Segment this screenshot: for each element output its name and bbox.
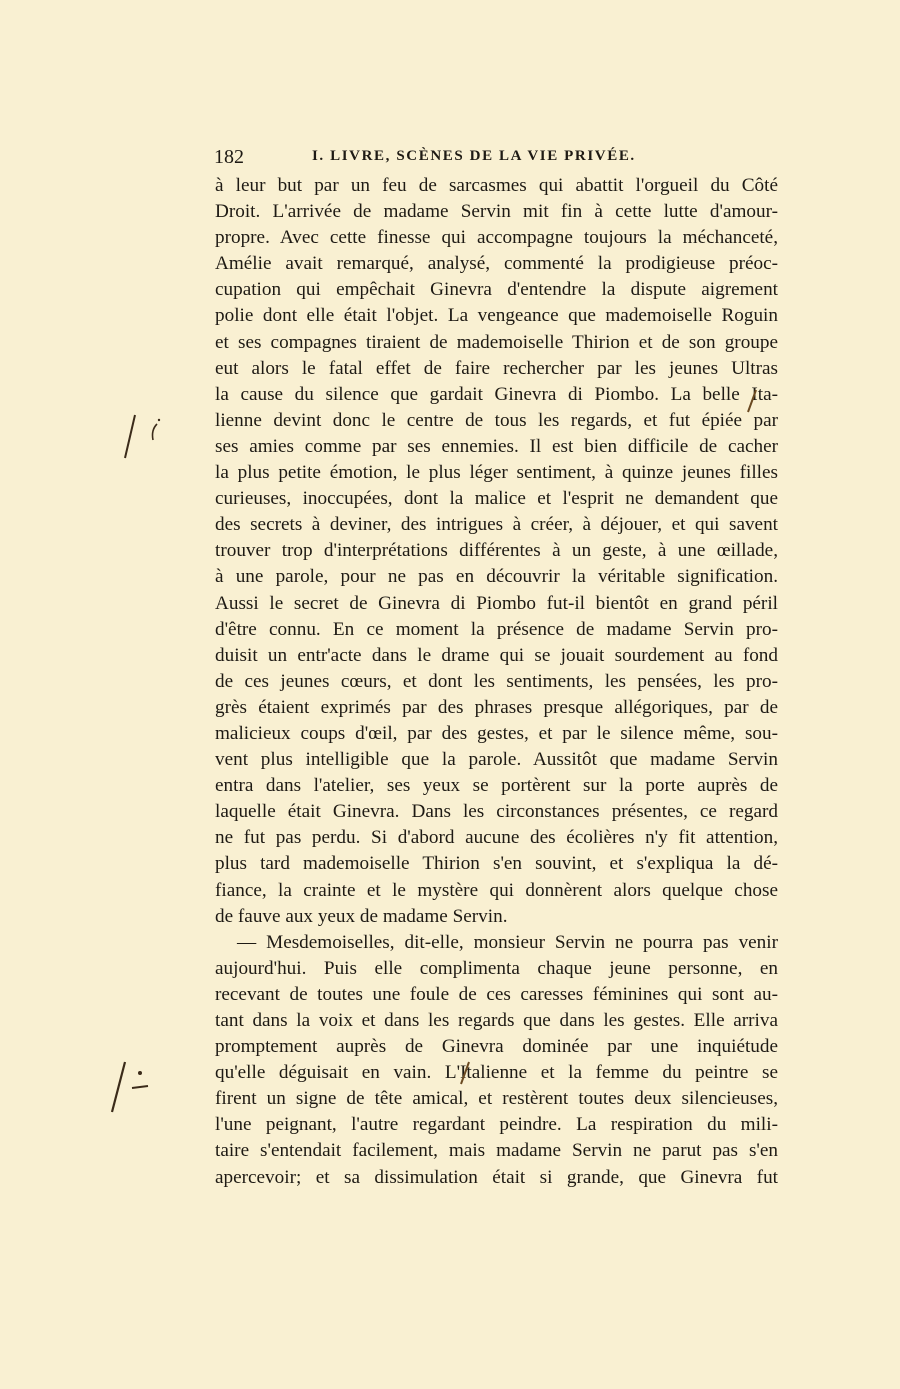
text-line: d'être connu. En ce moment la présence de madame Servin pro- [215,618,778,640]
text-line: la cause du silence que gardait Ginevra di Piombo. La belle Ita- [215,383,778,405]
text-line: grès étaient exprimés par des phrases presque allégoriques, par de [215,696,778,718]
text-line: propre. Avec cette finesse qui accompagne toujours la méchanceté, [215,227,778,249]
page-body-text [215,173,778,1191]
text-line: eut alors le fatal effet de faire rechercher par les jeunes Ultras [215,357,778,379]
text-line: Amélie avait remarqué, analysé, commenté la prodigieuse préoc- [215,253,778,275]
text-line: fiance, la crainte et le mystère qui donnèrent alors quelque chose [215,879,778,901]
page-number: 182 [214,146,244,168]
text-line: des secrets à deviner, des intrigues à créer, à déjouer, et qui savent [215,514,778,536]
margin-annotation-mark [115,400,175,470]
text-line: l'une peignant, l'autre regardant peindre. La respiration du mili- [215,1114,778,1136]
text-line: duisit un entr'acte dans le drame qui se jouait sourdement au fond [215,644,778,666]
text-line: vent plus intelligible que la parole. Aussitôt que madame Servin [215,749,778,771]
pencil-mark [745,388,759,414]
text-line: firent un signe de tête amical, et restèrent toutes deux silencieuses, [215,1088,778,1110]
pencil-mark [458,1060,472,1086]
text-line: malicieux coups d'œil, par des gestes, et par le silence même, sou- [215,722,778,744]
text-line: trouver trop d'interprétations différentes à un geste, à une œillade, [215,540,778,562]
text-line: recevant de toutes une foule de ces caresses féminines qui sont au- [215,983,778,1005]
text-line: entra dans l'atelier, ses yeux se portèrent sur la porte auprès de [215,775,778,797]
text-line: apercevoir; et sa dissimulation était si grande, que Ginevra fut [215,1166,778,1188]
text-line: cupation qui empêchait Ginevra d'entendre la dispute aigrement [215,279,778,301]
text-line: promptement auprès de Ginevra dominée par une inquiétude [215,1036,778,1058]
text-line: la plus petite émotion, le plus léger sentiment, à quinze jeunes filles [215,462,778,484]
text-line: curieuses, inoccupées, dont la malice et l'esprit ne demandent que [215,488,778,510]
text-line: Droit. L'arrivée de madame Servin mit fin à cette lutte d'amour- [215,201,778,223]
text-line: laquelle était Ginevra. Dans les circonstances présentes, ce regard [215,801,778,823]
text-line: plus tard mademoiselle Thirion s'en souvint, et s'expliqua la dé- [215,853,778,875]
running-header [214,146,774,172]
text-line: ses amies comme par ses ennemies. Il est bien difficile de cacher [215,435,778,457]
text-line: taire s'entendait facilement, mais madame Servin ne parut pas s'en [215,1140,778,1162]
text-line: Aussi le secret de Ginevra di Piombo fut-il bientôt en grand péril [215,592,778,614]
text-line: à une parole, pour ne pas en découvrir la véritable signification. [215,566,778,588]
text-line: lienne devint donc le centre de tous les regards, et fut épiée par [215,409,778,431]
text-line: à leur but par un feu de sarcasmes qui abattit l'orgueil du Côté [215,175,778,196]
text-line: de ces jeunes cœurs, et dont les sentiments, les pensées, les pro- [215,670,778,692]
text-line: de fauve aux yeux de madame Servin. [215,905,508,927]
text-line: qu'elle déguisait en vain. L'Italienne et la femme du peintre se [215,1062,778,1084]
running-head: I. LIVRE, SCÈNES DE LA VIE PRIVÉE. [312,148,636,164]
margin-annotation-mark [100,1050,160,1120]
text-line: — Mesdemoiselles, dit-elle, monsieur Servin ne pourra pas venir [237,931,778,953]
text-line: tant dans la voix et dans les regards que dans les gestes. Elle arriva [215,1010,778,1031]
text-line: polie dont elle était l'objet. La vengeance que mademoiselle Roguin [215,305,778,327]
text-line: aujourd'hui. Puis elle complimenta chaque jeune personne, en [215,957,778,979]
text-line: ne fut pas perdu. Si d'abord aucune des écolières n'y fit attention, [215,827,778,849]
text-line: et ses compagnes tiraient de mademoiselle Thirion et de son groupe [215,331,778,353]
